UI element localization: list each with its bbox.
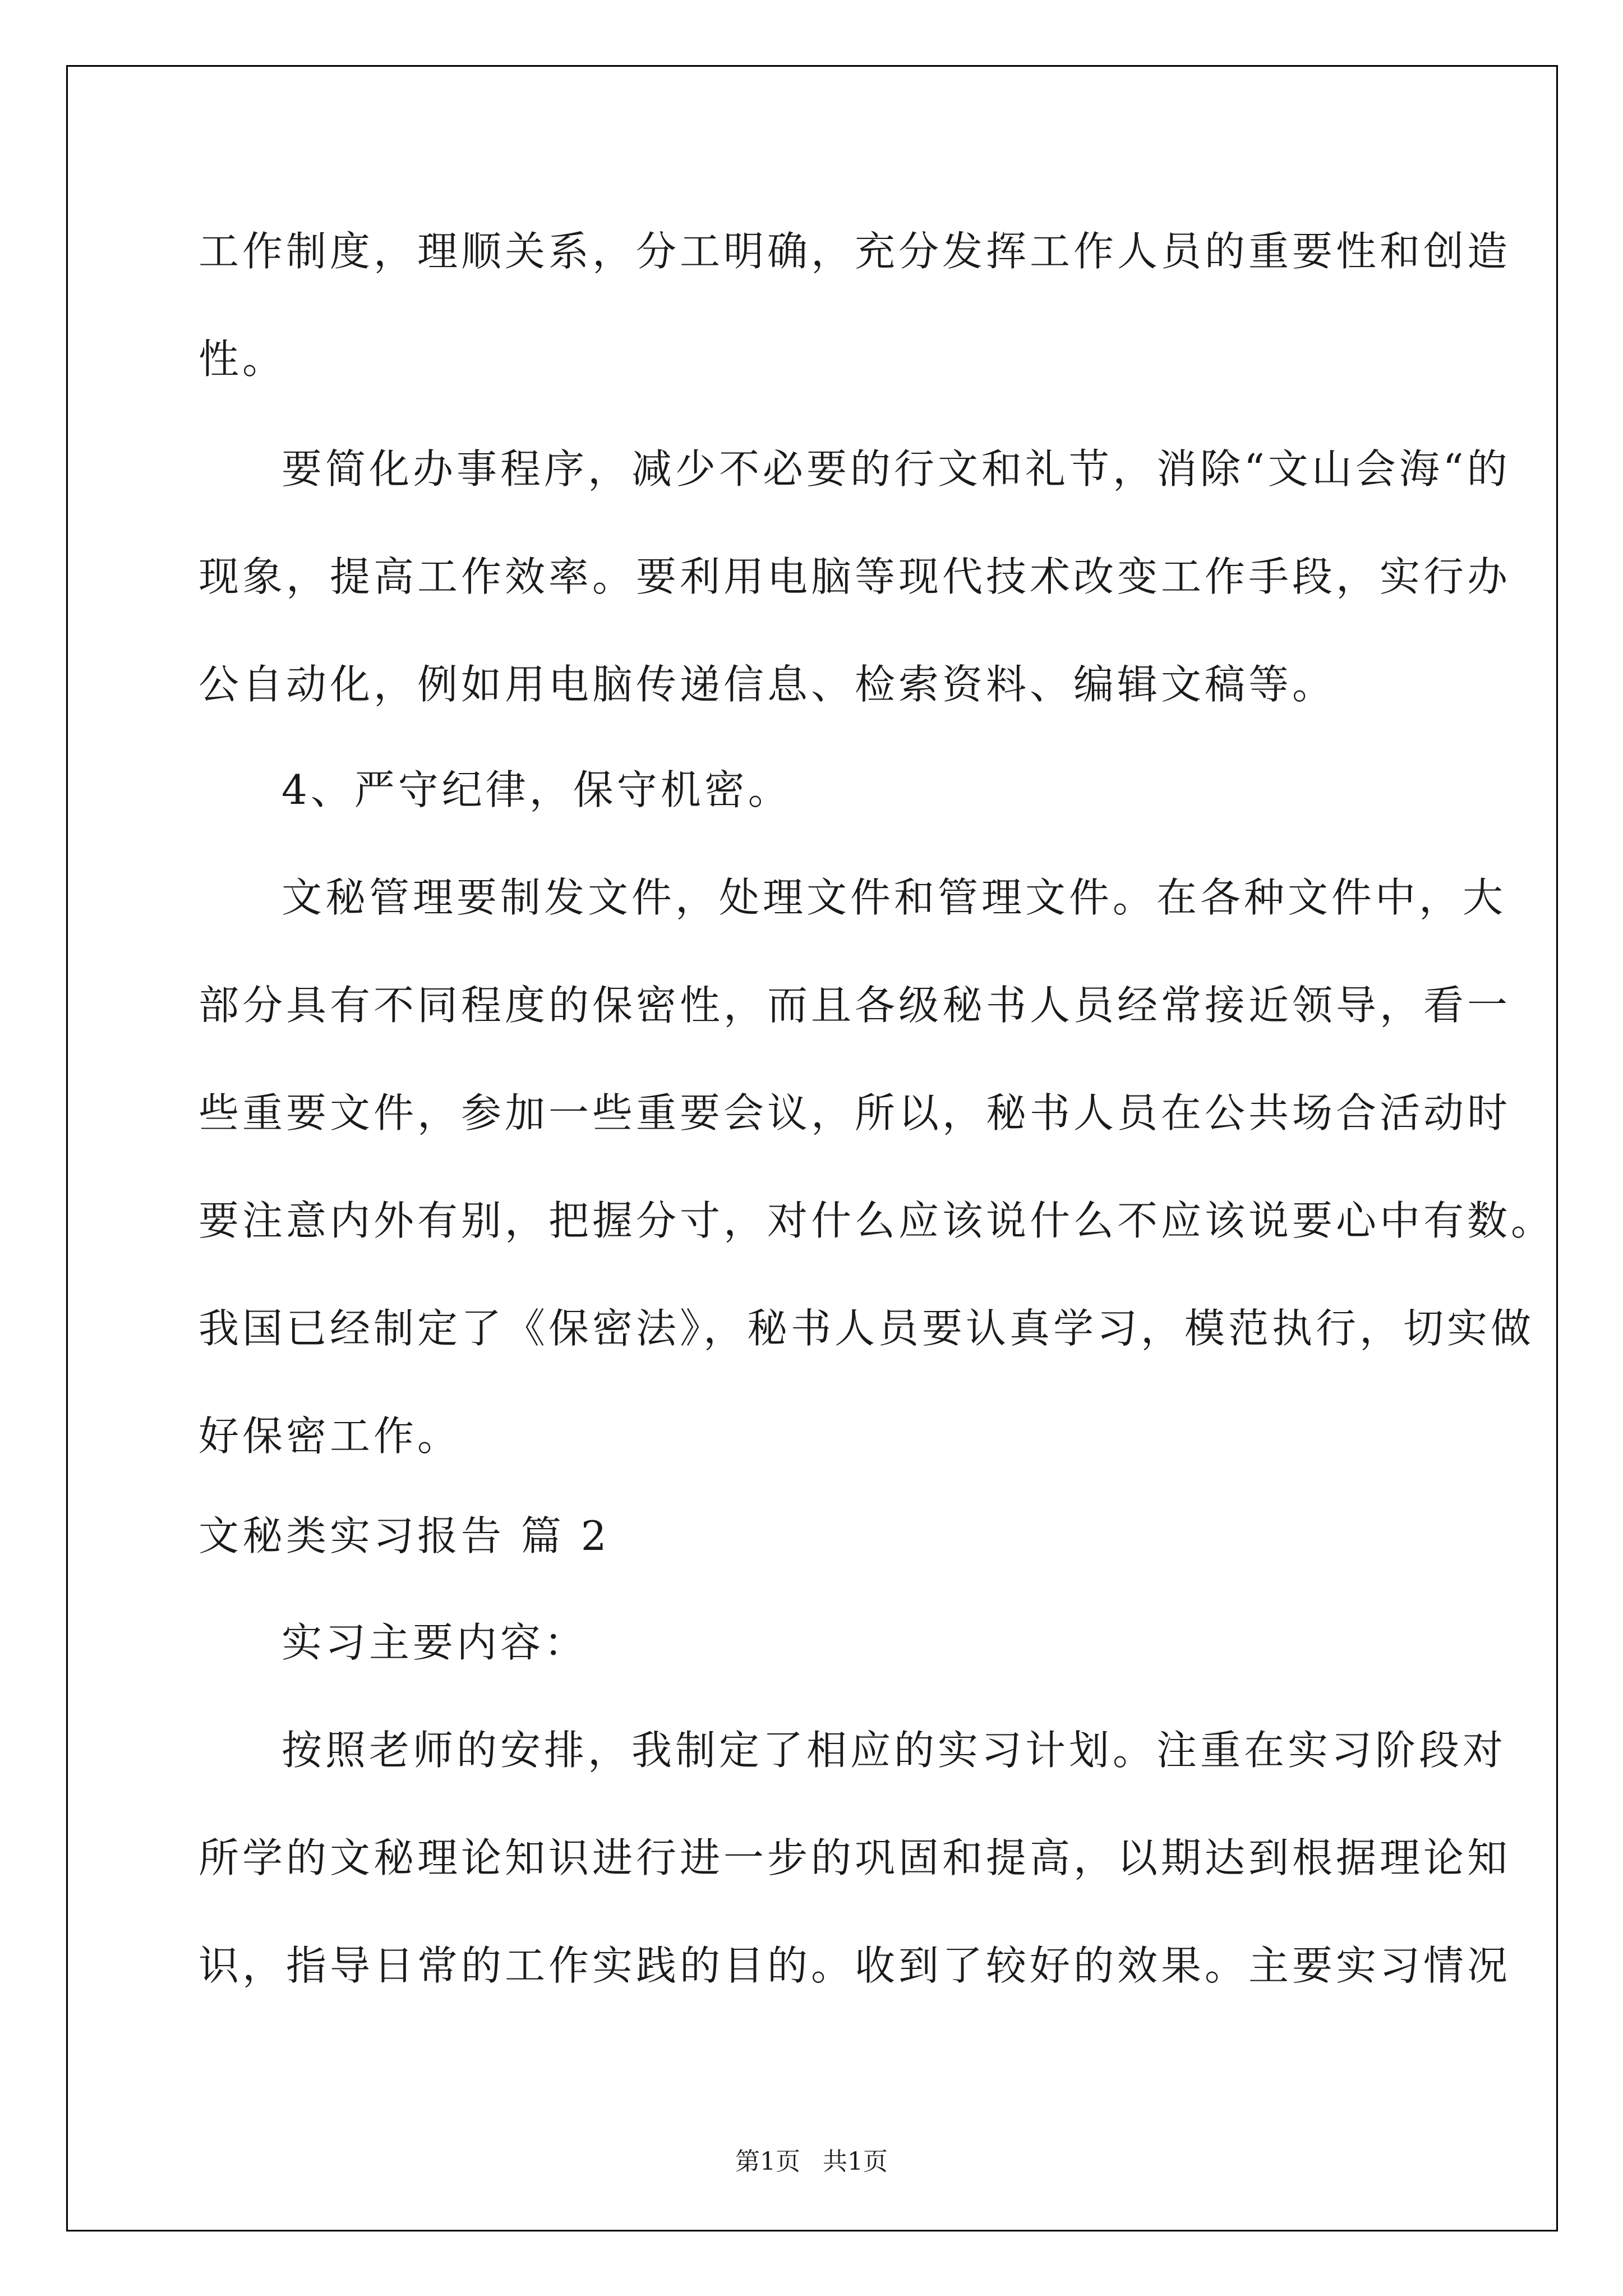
text-line: 我国已经制定了《保密法》，秘书人员要认真学习，模范执行，切实做: [199, 1305, 1535, 1352]
text-line: 好保密工作。: [199, 1412, 462, 1460]
text-line: 部分具有不同程度的保密性，而且各级秘书人员经常接近领导，看一: [199, 982, 1511, 1029]
text-line: 要注意内外有别，把握分寸，对什么应该说什么不应该说要心中有数。: [199, 1197, 1555, 1244]
text-line: 些重要文件，参加一些重要会议，所以，秘书人员在公共场合活动时: [199, 1089, 1511, 1137]
text-line: 性。: [199, 335, 287, 383]
text-line: 公自动化，例如用电脑传递信息、检索资料、编辑文稿等。: [199, 661, 1336, 708]
page-footer: [0, 2146, 1623, 2178]
text-line: 文秘管理要制发文件，处理文件和管理文件。在各种文件中，大: [282, 874, 1507, 921]
page-border: [66, 65, 1558, 2231]
text-line: 识，指导日常的工作实践的目的。收到了较好的效果。主要实习情况: [199, 1942, 1511, 1989]
page-number: 第1页: [735, 2147, 800, 2176]
document-title: 文秘类实习报告 篇 2: [199, 1512, 610, 1559]
text-line: 要简化办事程序，减少不必要的行文和礼节，消除“文山会海“的: [282, 445, 1511, 493]
section-heading: 4、严守纪律，保守机密。: [282, 766, 792, 813]
text-line: 按照老师的安排，我制定了相应的实习计划。注重在实习阶段对: [282, 1727, 1507, 1774]
section-heading: 实习主要内容：: [282, 1619, 588, 1666]
text-line: 所学的文秘理论知识进行进一步的巩固和提高，以期达到根据理论知: [199, 1834, 1511, 1881]
page-total: 共1页: [823, 2147, 888, 2176]
text-line: 工作制度，理顺关系，分工明确，充分发挥工作人员的重要性和创造: [199, 228, 1511, 275]
text-line: 现象，提高工作效率。要利用电脑等现代技术改变工作手段，实行办: [199, 553, 1511, 600]
